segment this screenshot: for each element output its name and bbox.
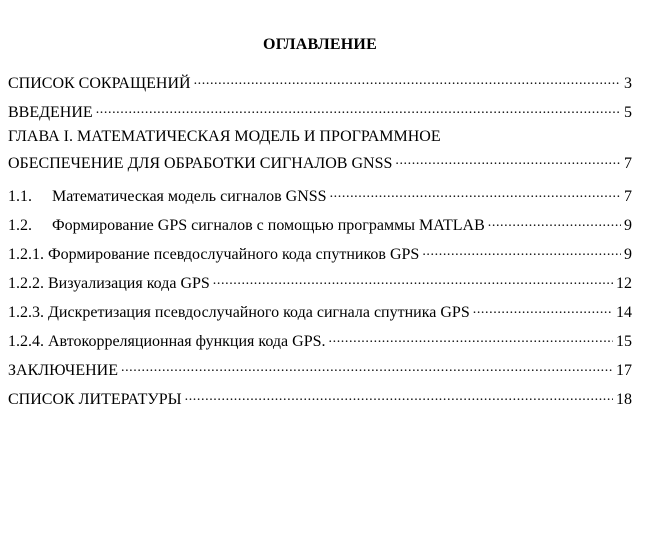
toc-entry-page: 3	[624, 75, 632, 92]
toc-entry-1-2	[8, 212, 632, 235]
toc-entry-page: 15	[616, 333, 632, 350]
toc-entry-abbreviations	[8, 70, 632, 93]
toc-entry-conclusion	[8, 357, 632, 380]
toc-entry-references	[8, 386, 632, 409]
dot-leader	[473, 299, 613, 317]
toc-entry-text: СПИСОК ЛИТЕРАТУРЫ	[8, 391, 182, 408]
toc-entry-page: 9	[624, 246, 632, 263]
toc-entry-1-2-1	[8, 241, 632, 264]
toc-entry-text: Дискретизация псевдослучайного кода сигнала спутника GPS	[48, 304, 470, 321]
toc-entry-page: 17	[616, 362, 632, 379]
toc-entry-chapter-1	[8, 128, 632, 173]
toc-entry-text: Визуализация кода GPS	[48, 275, 210, 292]
dot-leader	[213, 270, 613, 288]
toc-entry-page: 18	[616, 391, 632, 408]
dot-leader	[185, 386, 613, 404]
dot-leader	[329, 328, 614, 346]
toc-entry-page: 7	[624, 155, 632, 172]
toc-entry-page: 14	[616, 304, 632, 321]
toc-entry-1-2-2	[8, 270, 632, 293]
toc-entry-number: 1.2.1.	[8, 246, 44, 263]
toc-entry-number: 1.1.	[8, 188, 32, 205]
toc-entry-number: 1.2.4.	[8, 333, 44, 350]
toc-entry-introduction	[8, 99, 632, 122]
toc-entry-text: ОБЕСПЕЧЕНИЕ ДЛЯ ОБРАБОТКИ СИГНАЛОВ GNSS	[8, 155, 393, 172]
toc-entry-1-2-4	[8, 328, 632, 351]
toc-entry-text: ЗАКЛЮЧЕНИЕ	[8, 362, 118, 379]
dot-leader	[194, 70, 621, 88]
dot-leader	[422, 241, 621, 259]
toc-entry-page: 12	[616, 275, 632, 292]
dot-leader	[330, 183, 621, 201]
toc-entry-text: Автокорреляционная функция кода GPS.	[48, 333, 326, 350]
toc-entry-text: Формирование псевдослучайного кода спутников GPS	[48, 246, 420, 263]
toc-entry-1-2-3	[8, 299, 632, 322]
toc-entry-1-1	[8, 183, 632, 206]
toc-entry-page: 9	[624, 217, 632, 234]
toc-heading: ОГЛАВЛЕНИЕ	[263, 36, 377, 53]
dot-leader	[96, 99, 621, 117]
toc-entry-number: 1.2.2.	[8, 275, 44, 292]
toc-entry-text: Математическая модель сигналов GNSS	[52, 188, 327, 205]
dot-leader	[395, 150, 621, 168]
dot-leader	[488, 212, 621, 230]
toc-entry-page: 5	[624, 104, 632, 121]
toc-entry-text: ВВЕДЕНИЕ	[8, 104, 93, 121]
toc-entry-text-line1: ГЛАВА I. МАТЕМАТИЧЕСКАЯ МОДЕЛЬ И ПРОГРАММНОЕ	[8, 128, 441, 145]
toc-entry-text: СПИСОК СОКРАЩЕНИЙ	[8, 75, 191, 92]
toc-entry-number: 1.2.3.	[8, 304, 44, 321]
toc-entry-text: Формирование GPS сигналов с помощью программы MATLAB	[52, 217, 485, 234]
toc-entry-number: 1.2.	[8, 217, 32, 234]
toc-entry-page: 7	[624, 188, 632, 205]
dot-leader	[121, 357, 613, 375]
